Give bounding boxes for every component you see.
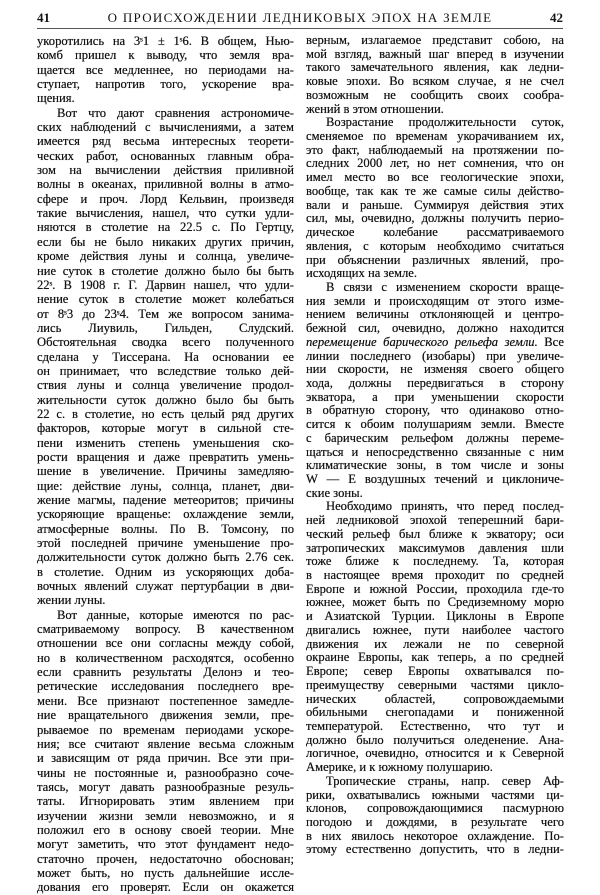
text-line: таясь, могут давать разнообразные резуль- [37,779,294,794]
text-line: преимуществу северными частями цикло- [306,677,564,692]
text-line: щается все медленнее, но периодами на- [37,62,294,77]
text-line: погодою и дождями, в результате чего [306,814,564,829]
text-line: имеется ряд весьма интересных теорети- [37,134,294,149]
text-line: от 8ˢ3 до 23ˢ4. Тем же вопросом занима- [37,306,294,321]
text-line: сфере и проч. Лорд Кельвин, произведя [37,191,294,206]
text-line: положил его в основу своей теории. Мне [37,822,294,837]
text-line: щие: действие луны, солнца, планет, дви- [37,478,294,493]
text-line: должно было получиться оледенение. Ана- [306,732,564,747]
text-line: Вот что дают сравнения астрономиче- [57,105,294,120]
text-line: вочных явлений служат пертурбации в дви- [37,579,294,594]
text-line: кроме действия луны и солнца, увеличе- [37,249,294,264]
text-line: шение в увеличение. Причины замедляю- [37,464,294,479]
text-line: с барическим рельефом должны переме- [306,430,564,445]
text-line: W — E воздушных течений и циклониче- [306,472,564,486]
text-line: няются в столетие на 22.5 с. По Гертцу, [37,220,294,235]
text-line: рики, охватывались южными частями ци- [306,787,564,802]
text-line: он принимает, что вследствие только дей- [37,363,294,378]
emphasized-text: перемещение барического рельефа земли. [306,334,538,349]
text-line: ние вращательного движения земли, пре- [37,708,294,723]
text-line: рываемое по временам периодами ускоре- [37,722,294,737]
paragraph [306,775,564,857]
text-line: мой взгляд, важный шаг вперед в изучении [306,46,564,61]
text-line: такие вычисления, нашел, что сутки удли- [37,206,294,221]
text-line: возможным не сообщить своих сообра- [306,87,564,102]
page-number-left: 41 [37,10,50,25]
text-line: в обратную сторону, что одинаково отно- [306,403,564,418]
text-line: экватора, а при уменьшении скорости [306,389,564,404]
text-line: таты. Игнорировать этим явлением при [37,794,294,809]
text-line: статочно прочен, недостаточно обоснован; [37,851,294,866]
text-line: могут заметить, что этот фундамент недо- [37,837,294,852]
text-line: щаться и непосредственно связанные с ним [306,444,564,459]
text-line: тоже ближе к последнему. Та, которая [306,554,564,569]
text-line: в них явилось некоторое охлаждение. По- [306,828,564,843]
text-line: имел место во все геологические эпохи, [306,170,564,185]
text-line: В связи с изменением скорости враще- [326,279,564,294]
text-line: следних 2000 лет, но нет сомнения, что он [306,156,564,171]
text-line: обильными снегопадами и пониженной [306,705,564,720]
text-line: ступает, напротив того, ускорение вра- [37,77,294,92]
text-line: факторов, которые могут в сильной сте- [37,421,294,436]
left-column [37,34,294,895]
text-line: зом на вычислении действия приливной [37,163,294,178]
text-line: при объяснении различных явлений, про- [306,252,564,267]
text-line: лись Лиувиль, Гильден, Слудский. [37,320,294,335]
text-line: нических областей, сопровождаемыми [306,691,564,706]
text-line: климатические зоны, в том числе и зоны [306,458,564,473]
text-line: сматриваемому вопросу. В качественном [37,622,294,637]
text-line: и Азиатской Турции. Циклоны в Европе [306,609,564,624]
text-line: ских наблюдений с вычислениями, а затем [37,120,294,135]
text-line: явления, с которым необходимо считаться [306,238,564,253]
text-line: в столетие. Одним из ускоряющих доба- [37,564,294,579]
paragraph [306,34,564,116]
text-line: ковые эпохи. Во всяком случае, я не счел [306,74,564,89]
text-line: Необходимо принять, что перед послед- [326,499,564,514]
text-line: и зависящим от ряда причин. Все эти при- [37,751,294,766]
text-line: Европе; север Европы охватывался по- [306,664,564,679]
text-line: если сравнить результаты Делонэ и тео- [37,665,294,680]
text-line: исходящих на земле. [306,266,418,281]
page-number-right: 42 [550,10,563,25]
text-line: щения. [37,91,75,106]
text-line: это факт, наблюдаемый на протяжении по- [306,142,564,157]
text-line: окраине Европы, как теперь, а по средней [306,650,564,665]
text-line: нии скорости, не изменяя своего общего [306,362,564,377]
text-line: 22ˢ. В 1908 г. Г. Дарвин нашел, что удли- [37,277,294,292]
paragraph [306,281,564,501]
text-line: сделана у Тиссерана. На основании ее [37,349,294,364]
text-line: логичное, очевидно, относится и к Северной [306,746,564,761]
text-line: сменяемое по временам укорачиванием их, [306,129,564,144]
text-line: нением величины отклоняющей и центро- [306,307,564,322]
text-line: атмосферные волны. По В. Томсону, по [37,521,294,536]
text-line: верным, излагаемое представит собою, на [306,33,564,47]
text-line: такого замечательного явления, как ледни- [306,60,564,75]
running-title: О ПРОИСХОЖДЕНИИ ЛЕДНИКОВЫХ ЭПОХ НА ЗЕМЛЕ [107,10,493,25]
text-line: должительности суток должно быть 2.76 сек. [37,550,294,565]
text-line: Тропические страны, напр. север Аф- [326,773,564,788]
text-line: Возрастание продолжительности суток, [326,115,564,130]
text-line: отношении все они согласны между собой, [37,636,294,651]
text-line: сится к обоим полушариям земли. Вместе [306,417,564,432]
text-line: Европе и южной России, проходила где-то [306,581,564,596]
text-line: ческий рельеф был ближе к экватору; оси [306,526,564,541]
text-line: ней ледниковой эпохой теперешний бари- [306,513,564,528]
text-line: двигались южнее, пути наиболее частого [306,622,564,637]
text-line: в настоящее время проходит по средней [306,568,564,583]
text-line: дования его проверят. Если он окажется [37,880,294,895]
text-line: нение суток в столетие может колебаться [37,292,294,307]
text-line: температурой. Естественно, что тут и [306,718,564,733]
text-line: если бы не было никаких других причин, [37,234,294,249]
paragraph [37,106,294,608]
text-line: может быть, но пусть дальнейшие иссле- [37,865,294,880]
right-column [306,34,564,857]
text-line: бежной сил, очевидно, должно находится [306,321,564,336]
text-line: жительности суток должно было бы быть [37,392,294,407]
text-line: вообще, так как те же самые силы действо- [306,183,564,198]
text-line: затропических максимумов давления шли [306,540,564,555]
text-line: ствия луны и солнца увеличение продол- [37,378,294,393]
text-line [306,336,564,350]
running-header [37,8,563,28]
text-line: ния; все считают явление весьма сложным [37,736,294,751]
text-line: движения их лежали не по северной [306,636,564,651]
paragraph [306,500,564,774]
text-line: жение магмы, падение метеоритов; причины [37,493,294,507]
paragraph [37,34,294,106]
text-line: дическое колебание рассматриваемого [306,225,564,240]
text-line: ускоряющие вращенье: охлаждение земли, [37,507,294,522]
text-line: хода, должны передвигаться в сторону [306,375,564,390]
header-rule [37,28,563,29]
text-line: жений в этом отношении. [306,101,444,116]
text-line: Обстоятельная сводка всего полученного [37,335,294,350]
text-line: жении луны. [37,593,106,608]
text-span: Все [537,334,564,349]
text-line: ния земли и происходящим от этого изме- [306,293,564,308]
text-line: вали и раньше. Суммируя действия этих [306,197,564,212]
paragraph [37,608,294,895]
text-line: изучении жизни земли невозможно, и я [37,808,294,823]
text-line: но в количественном расходятся, особенно [37,650,294,665]
text-line: ние суток в столетие должно было бы быть [37,263,294,278]
text-line: мени. Все признают постепенное замедле- [37,693,294,708]
text-line: южнее, может быть по Средиземному морю [306,595,564,610]
text-line: волны в океанах, приливной волны в атмо- [37,177,294,192]
text-line: чины не постоянные и, разнообразно соче- [37,765,294,780]
text-line: 22 с. в столетие, но есть целый ряд других [37,406,294,421]
text-line: этому естественно допустить, что в ледни- [306,842,564,857]
text-line: ретические исследования последнего вре- [37,679,294,694]
text-line: ческих работ, основанных главным обра- [37,148,294,163]
text-line: сил, мы, очевидно, должны получить перио- [306,211,564,226]
text-line: Вот данные, которые имеются по рас- [57,607,294,622]
text-line: укоротились на 3ˢ1 ± 1ˢ6. В общем, Нью- [37,34,294,48]
text-line: этой последней причине уменьшение про- [37,536,294,551]
text-line: линии последнего (изобары) при увеличе- [306,348,564,363]
text-line: клонов, сопровождающимися пасмурною [306,801,564,816]
text-line: рости вращения и даже превратить умень- [37,449,294,464]
text-line: комб пришел к выводу, что земля вра- [37,48,294,63]
paragraph [306,116,564,281]
text-line: Америке, и к южному полушарию. [306,760,493,775]
text-line: пени изменить степень уменьшения ско- [37,435,294,450]
text-line: ские зоны. [306,485,363,500]
